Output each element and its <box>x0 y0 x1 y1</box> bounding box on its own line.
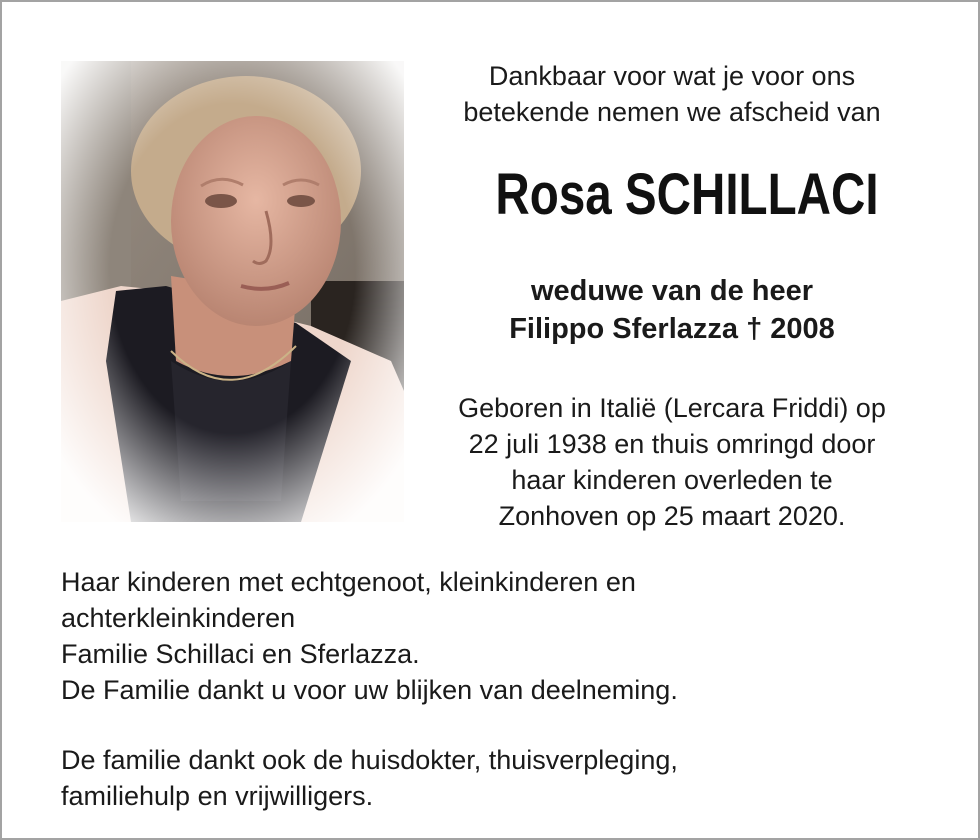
birth-death-line: 22 juli 1938 en thuis omringd door <box>468 429 876 459</box>
intro-text <box>422 58 922 130</box>
birth-death-line: Geboren in Italië (Lercara Friddi) op <box>458 393 886 423</box>
spouse-line: Filippo Sferlazza † 2008 <box>509 313 835 345</box>
intro-line: betekende nemen we afscheid van <box>463 97 881 127</box>
thanks-text <box>61 742 941 814</box>
birth-death-line: Zonhoven op 25 maart 2020. <box>498 501 846 531</box>
thanks-line: familiehulp en vrijwilligers. <box>61 781 374 811</box>
intro-line: Dankbaar voor wat je voor ons <box>488 61 856 91</box>
birth-death-text <box>422 390 922 534</box>
birth-death-line: haar kinderen overleden te <box>511 465 833 495</box>
deceased-name: Rosa SCHILLACI <box>495 162 879 227</box>
spouse-line: weduwe van de heer <box>530 275 814 307</box>
family-line: Haar kinderen met echtgenoot, kleinkinderen en <box>61 567 636 597</box>
family-text <box>61 564 941 708</box>
family-line: De Familie dankt u voor uw blijken van deelneming. <box>61 675 678 705</box>
spouse-text <box>422 272 922 348</box>
family-line: achterkleinkinderen <box>61 603 296 633</box>
portrait-photo <box>61 61 404 522</box>
family-line: Familie Schillaci en Sferlazza. <box>61 639 420 669</box>
thanks-line: De familie dankt ook de huisdokter, thuisverpleging, <box>61 745 678 775</box>
